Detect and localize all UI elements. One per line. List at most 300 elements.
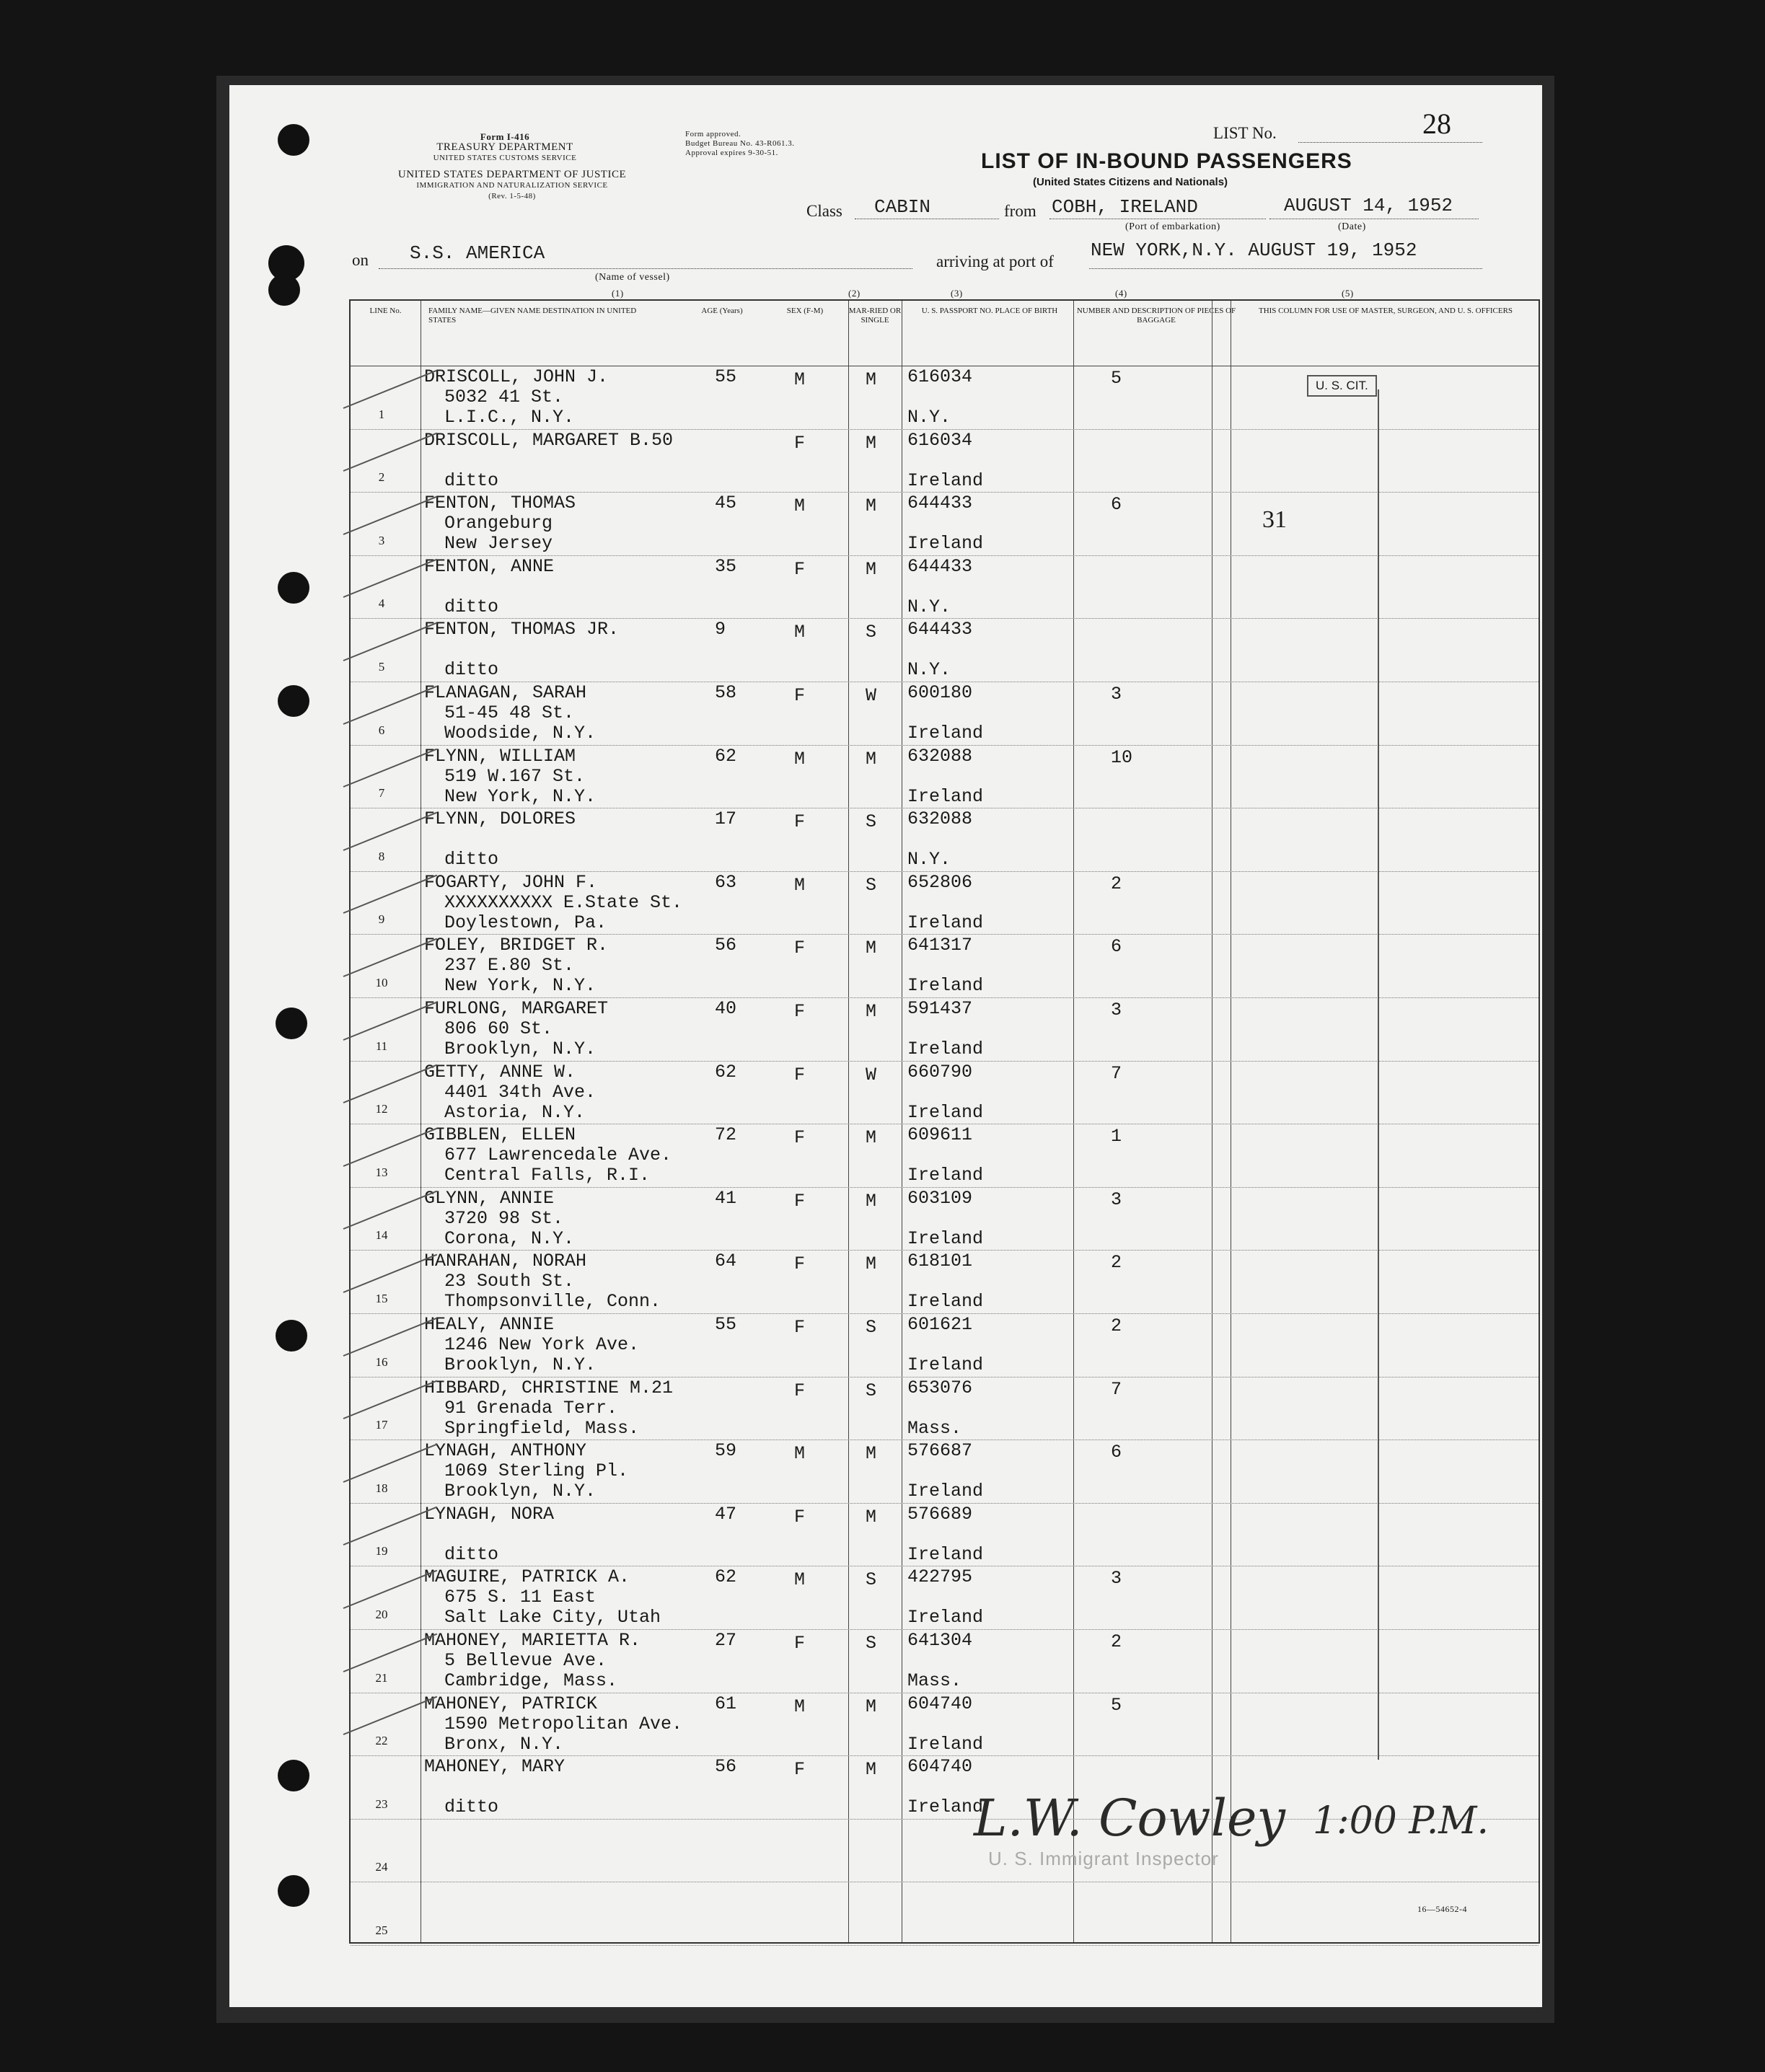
passenger-passport-no: 660790 — [907, 1061, 973, 1083]
passenger-address-city: ditto — [444, 1797, 499, 1818]
check-mark — [343, 1064, 438, 1103]
line-number: 16 — [375, 1354, 388, 1369]
passenger-marital-status: S — [866, 1317, 877, 1338]
passenger-address-city: Woodside, N.Y. — [444, 723, 597, 744]
passenger-birthplace: Ireland — [907, 1165, 984, 1186]
passenger-sex: F — [794, 1506, 806, 1527]
from-caption: (Port of embarkation) — [1125, 221, 1220, 232]
punch-hole — [276, 1008, 307, 1039]
passenger-passport-no: 591437 — [907, 998, 973, 1019]
passenger-age: 27 — [715, 1630, 737, 1651]
passenger-sex: F — [794, 1001, 806, 1022]
passenger-baggage-count: 2 — [1111, 1252, 1122, 1274]
revision: (Rev. 1-5-48) — [488, 192, 536, 200]
passenger-passport-no: 653076 — [907, 1377, 973, 1398]
document-title: LIST OF IN-BOUND PASSENGERS — [981, 149, 1352, 173]
passenger-baggage-count: 3 — [1111, 1568, 1122, 1590]
passenger-name: FOLEY, BRIDGET R. — [424, 935, 609, 956]
vessel-underline — [379, 268, 912, 269]
passenger-age: 72 — [715, 1124, 737, 1146]
list-no-underline — [1298, 142, 1482, 143]
from-value: COBH, IRELAND — [1052, 196, 1198, 218]
passenger-marital-status: M — [866, 1696, 877, 1717]
check-mark — [343, 875, 438, 914]
check-mark — [343, 559, 438, 598]
col-number-1: (1) — [612, 288, 624, 299]
passenger-baggage-count: 2 — [1111, 1315, 1122, 1336]
passenger-name: GETTY, ANNE W. — [424, 1061, 576, 1083]
passenger-marital-status: S — [866, 874, 877, 896]
passenger-baggage-count: 7 — [1111, 1062, 1122, 1084]
passenger-baggage-count: 1 — [1111, 1126, 1122, 1147]
approval-expires: Approval expires 9-30-51. — [685, 149, 778, 157]
passenger-birthplace: Ireland — [907, 1733, 984, 1755]
passenger-address-city: Brooklyn, N.Y. — [444, 1039, 597, 1059]
passenger-name: FENTON, THOMAS — [424, 493, 576, 514]
passenger-address-city: Corona, N.Y. — [444, 1227, 575, 1249]
passenger-name: LYNAGH, NORA — [424, 1503, 555, 1525]
passenger-address-city: Thompsonville, Conn. — [444, 1291, 661, 1313]
passenger-passport-no: 641317 — [907, 935, 973, 956]
passenger-birthplace: N.Y. — [907, 407, 951, 428]
punch-hole — [278, 685, 309, 717]
passenger-age: 41 — [715, 1187, 737, 1209]
line-number: 1 — [378, 407, 385, 421]
passenger-sex: F — [794, 1380, 806, 1401]
check-mark — [343, 369, 438, 408]
passenger-birthplace: Ireland — [907, 1481, 984, 1502]
passenger-passport-no: 618101 — [907, 1251, 973, 1272]
col-number-3: (3) — [951, 288, 963, 299]
passenger-passport-no: 632088 — [907, 808, 973, 830]
passenger-sex: M — [794, 622, 806, 643]
passenger-address-street: 4401 34th Ave. — [444, 1081, 597, 1103]
passenger-baggage-count: 5 — [1111, 368, 1122, 389]
passenger-address-street: Orangeburg — [444, 513, 553, 534]
passenger-sex: F — [794, 1127, 806, 1149]
check-mark — [343, 1380, 438, 1419]
line-number: 19 — [375, 1544, 388, 1559]
passenger-address-street: 237 E.80 St. — [444, 955, 575, 977]
passenger-address-city: Cambridge, Mass. — [444, 1670, 618, 1691]
passenger-age: 56 — [715, 1756, 737, 1778]
passenger-address-city: Brooklyn, N.Y. — [444, 1481, 597, 1502]
passenger-address-street: 5 Bellevue Ave. — [444, 1650, 607, 1671]
passenger-age: 17 — [715, 808, 737, 830]
line-number: 11 — [375, 1039, 388, 1053]
header-passport: U. S. PASSPORT NO. PLACE OF BIRTH — [921, 307, 1058, 315]
list-no-label: LIST No. — [1213, 124, 1277, 142]
passenger-baggage-count: 6 — [1111, 936, 1122, 958]
passenger-marital-status: M — [866, 1001, 877, 1022]
us-citizen-stamp: U. S. CIT. — [1307, 375, 1377, 397]
passenger-age: 64 — [715, 1251, 737, 1272]
passenger-marital-status: M — [866, 558, 877, 580]
passenger-name: MAHONEY, MARIETTA R. — [424, 1630, 641, 1651]
passenger-sex: F — [794, 1317, 806, 1338]
ins-service: IMMIGRATION AND NATURALIZATION SERVICE — [416, 181, 608, 190]
arriving-value: NEW YORK,N.Y. AUGUST 19, 1952 — [1091, 239, 1417, 261]
check-mark — [343, 433, 438, 472]
passenger-marital-status: W — [866, 1064, 877, 1085]
passenger-name: FLYNN, DOLORES — [424, 808, 576, 830]
passenger-marital-status: W — [866, 685, 877, 706]
passenger-age: 62 — [715, 1061, 737, 1083]
customs-service: UNITED STATES CUSTOMS SERVICE — [433, 154, 577, 162]
passenger-passport-no: 609611 — [907, 1124, 973, 1146]
passenger-age: 40 — [715, 998, 737, 1019]
passenger-baggage-count: 6 — [1111, 1442, 1122, 1463]
signature-time: 1:00 P.M. — [1313, 1799, 1489, 1843]
passenger-sex: F — [794, 685, 806, 706]
passenger-address-street: 675 S. 11 East — [444, 1587, 597, 1608]
passenger-birthplace: Ireland — [907, 723, 984, 744]
justice-dept: UNITED STATES DEPARTMENT OF JUSTICE — [397, 169, 627, 180]
form-department-block — [375, 131, 635, 164]
passenger-age: 56 — [715, 935, 737, 956]
check-mark — [343, 938, 438, 977]
line-number: 17 — [375, 1418, 388, 1432]
line-number: 23 — [375, 1797, 388, 1811]
check-mark — [343, 1633, 438, 1672]
line-number: 14 — [375, 1228, 388, 1243]
check-mark — [343, 1001, 438, 1040]
header-married: MAR-RIED OR SINGLE — [848, 307, 902, 325]
passenger-baggage-count: 3 — [1111, 1000, 1122, 1020]
passenger-sex: F — [794, 1759, 806, 1781]
line-number: 21 — [375, 1670, 388, 1685]
passenger-birthplace: Ireland — [907, 1354, 984, 1375]
passenger-marital-status: M — [866, 495, 877, 517]
passenger-marital-status: S — [866, 1380, 877, 1401]
passenger-table — [349, 299, 1540, 1944]
passenger-birthplace: Ireland — [907, 1227, 984, 1249]
header-age: AGE (Years) — [701, 307, 743, 315]
line-number: 10 — [375, 976, 388, 989]
class-label: Class — [806, 202, 842, 220]
passenger-address-street: 1069 Sterling Pl. — [444, 1460, 629, 1482]
passenger-baggage-count: 10 — [1111, 746, 1133, 768]
header-line-no: LINE No. — [369, 307, 402, 315]
justice-dept-block — [339, 169, 685, 202]
check-mark — [343, 1191, 438, 1230]
passenger-baggage-count: 5 — [1111, 1694, 1122, 1716]
line-number: 13 — [375, 1165, 388, 1179]
passenger-name: DRISCOLL, JOHN J. — [424, 366, 609, 387]
check-mark — [343, 1254, 438, 1293]
passenger-birthplace: Ireland — [907, 912, 984, 933]
passenger-sex: F — [794, 1633, 806, 1654]
passenger-address-street: 677 Lawrencedale Ave. — [444, 1145, 672, 1166]
passenger-name: HIBBARD, CHRISTINE M.21 — [424, 1377, 674, 1398]
line-number: 3 — [378, 533, 385, 547]
punch-hole — [278, 124, 309, 156]
passenger-address-city: ditto — [444, 659, 499, 681]
passenger-marital-status: M — [866, 1443, 877, 1465]
passenger-name: FURLONG, MARGARET — [424, 998, 609, 1019]
col-number-4: (4) — [1115, 288, 1127, 299]
form-number: Form I-416 — [480, 131, 530, 142]
date-caption: (Date) — [1338, 221, 1366, 232]
passenger-sex: M — [794, 874, 806, 896]
punch-hole — [278, 1760, 309, 1791]
header-sex: SEX (F-M) — [786, 307, 824, 315]
passenger-address-city: ditto — [444, 469, 499, 491]
passenger-name: FOGARTY, JOHN F. — [424, 871, 598, 893]
passenger-name: FLANAGAN, SARAH — [424, 682, 587, 703]
passenger-address-street: 806 60 St. — [444, 1018, 553, 1039]
inspector-title: U. S. Immigrant Inspector — [988, 1848, 1219, 1869]
passenger-age: 35 — [715, 555, 737, 577]
line-number: 22 — [375, 1734, 388, 1748]
passenger-passport-no: 601621 — [907, 1314, 973, 1335]
passenger-birthplace: N.Y. — [907, 596, 951, 617]
passenger-name: GIBBLEN, ELLEN — [424, 1124, 576, 1146]
passenger-name: MAGUIRE, PATRICK A. — [424, 1566, 630, 1588]
check-mark — [343, 749, 438, 788]
line-number: 20 — [375, 1608, 388, 1621]
passenger-birthplace: Ireland — [907, 1543, 984, 1565]
vessel-caption: (Name of vessel) — [595, 272, 670, 283]
passenger-age: 9 — [715, 619, 726, 640]
passenger-passport-no: 576689 — [907, 1503, 973, 1525]
passenger-marital-status: M — [866, 938, 877, 959]
check-mark — [343, 1443, 438, 1482]
passenger-sex: F — [794, 558, 806, 580]
approval-block — [685, 130, 794, 158]
passenger-age: 59 — [715, 1440, 737, 1462]
passenger-address-street: XXXXXXXXXX E.State St. — [444, 891, 683, 913]
passenger-marital-status: S — [866, 811, 877, 833]
passenger-passport-no: 603109 — [907, 1187, 973, 1209]
passenger-baggage-count: 3 — [1111, 1189, 1122, 1210]
passenger-address-city: New York, N.Y. — [444, 785, 597, 807]
passenger-marital-status: S — [866, 622, 877, 643]
vessel-value: S.S. AMERICA — [410, 242, 545, 264]
passenger-address-street: 3720 98 St. — [444, 1207, 564, 1229]
passenger-birthplace: Mass. — [907, 1670, 962, 1691]
passenger-birthplace: Ireland — [907, 1039, 984, 1059]
passenger-marital-status: M — [866, 432, 877, 454]
passenger-birthplace: Ireland — [907, 469, 984, 491]
treasury-dept: TREASURY DEPARTMENT — [436, 141, 573, 153]
passenger-passport-no: 632088 — [907, 745, 973, 767]
passenger-baggage-count: 2 — [1111, 873, 1122, 894]
check-mark — [343, 1317, 438, 1356]
passenger-name: FENTON, THOMAS JR. — [424, 619, 620, 640]
budget-bureau: Budget Bureau No. 43-R061.3. — [685, 139, 795, 148]
class-value: CABIN — [874, 196, 931, 218]
passenger-age: 55 — [715, 366, 737, 387]
check-mark — [343, 495, 438, 534]
passenger-address-city: Springfield, Mass. — [444, 1417, 640, 1439]
passenger-baggage-count: 2 — [1111, 1631, 1122, 1652]
passenger-age: 61 — [715, 1693, 737, 1714]
passenger-address-city: ditto — [444, 849, 499, 870]
passenger-passport-no: 604740 — [907, 1756, 973, 1778]
passenger-address-street: 91 Grenada Terr. — [444, 1397, 618, 1419]
count-note: 31 — [1262, 506, 1287, 533]
passenger-passport-no: 644433 — [907, 555, 973, 577]
passenger-name: HANRAHAN, NORAH — [424, 1251, 587, 1272]
passenger-passport-no: 644433 — [907, 493, 973, 514]
passenger-passport-no: 604740 — [907, 1693, 973, 1714]
line-number: 18 — [375, 1481, 388, 1495]
header-name: FAMILY NAME—GIVEN NAME DESTINATION IN UNITED STATES — [428, 307, 637, 325]
passenger-marital-status: M — [866, 1253, 877, 1275]
passenger-address-street: 23 South St. — [444, 1271, 575, 1292]
passenger-address-street: 519 W.167 St. — [444, 765, 586, 787]
passenger-passport-no: 641304 — [907, 1630, 973, 1651]
passenger-birthplace: Ireland — [907, 975, 984, 997]
line-number: 12 — [375, 1102, 388, 1116]
passenger-baggage-count: 6 — [1111, 494, 1122, 516]
passenger-age: 58 — [715, 682, 737, 703]
line-number: 24 — [375, 1860, 388, 1874]
passenger-age: 63 — [715, 871, 737, 893]
passenger-name: FENTON, ANNE — [424, 555, 555, 577]
arriving-underline — [1089, 268, 1482, 269]
check-mark — [343, 811, 438, 850]
passenger-birthplace: Ireland — [907, 533, 984, 555]
passenger-address-street: 5032 41 St. — [444, 387, 564, 407]
passenger-age: 55 — [715, 1314, 737, 1335]
passenger-birthplace: Ireland — [907, 1291, 984, 1313]
passenger-sex: F — [794, 1064, 806, 1085]
passenger-sex: F — [794, 811, 806, 833]
line-number: 15 — [375, 1292, 388, 1305]
passenger-marital-status: M — [866, 1506, 877, 1527]
passenger-age: 62 — [715, 1566, 737, 1588]
check-mark — [343, 685, 438, 724]
passenger-sex: M — [794, 369, 806, 390]
passenger-name: LYNAGH, ANTHONY — [424, 1440, 587, 1462]
passenger-sex: M — [794, 1696, 806, 1717]
passenger-marital-status: M — [866, 748, 877, 770]
col-number-5: (5) — [1342, 288, 1354, 299]
list-no-value: 28 — [1422, 107, 1451, 140]
passenger-address-street: 51-45 48 St. — [444, 702, 575, 723]
from-label: from — [1004, 202, 1036, 220]
passenger-birthplace: Ireland — [907, 1101, 984, 1123]
passenger-name: MAHONEY, MARY — [424, 1756, 565, 1778]
passenger-address-street: 1590 Metropolitan Ave. — [444, 1713, 683, 1734]
row-rule — [351, 1945, 1539, 1946]
column-divider — [848, 301, 849, 1942]
passenger-sex: F — [794, 432, 806, 454]
passenger-age: 62 — [715, 745, 737, 767]
passenger-name: FLYNN, WILLIAM — [424, 745, 576, 767]
passenger-birthplace: Ireland — [907, 785, 984, 807]
passenger-name: GLYNN, ANNIE — [424, 1187, 555, 1209]
punch-hole — [276, 1320, 307, 1352]
passenger-marital-status: M — [866, 369, 877, 390]
passenger-sex: M — [794, 748, 806, 770]
passenger-address-city: Astoria, N.Y. — [444, 1101, 586, 1123]
passenger-marital-status: M — [866, 1759, 877, 1781]
check-mark — [343, 1696, 438, 1735]
check-mark — [343, 1570, 438, 1609]
passenger-sex: M — [794, 495, 806, 517]
passenger-birthplace: N.Y. — [907, 849, 951, 870]
passenger-address-city: New York, N.Y. — [444, 975, 597, 997]
header-officers: THIS COLUMN FOR USE OF MASTER, SURGEON, AND U. S. OFFICERS — [1258, 307, 1513, 315]
passenger-passport-no: 600180 — [907, 682, 973, 703]
passenger-sex: F — [794, 1190, 806, 1212]
passenger-name: DRISCOLL, MARGARET B.50 — [424, 429, 674, 451]
date-value: AUGUST 14, 1952 — [1284, 195, 1453, 216]
passenger-marital-status: M — [866, 1127, 877, 1149]
check-mark — [343, 622, 438, 661]
passenger-age: 45 — [715, 493, 737, 514]
passenger-age: 47 — [715, 1503, 737, 1525]
column-divider — [1073, 301, 1074, 1942]
passenger-passport-no: 576687 — [907, 1440, 973, 1462]
passenger-birthplace: N.Y. — [907, 659, 951, 681]
passenger-birthplace: Ireland — [907, 1607, 984, 1628]
passenger-marital-status: S — [866, 1633, 877, 1654]
arriving-label: arriving at port of — [936, 252, 1054, 270]
passenger-birthplace: Mass. — [907, 1417, 962, 1439]
passenger-sex: F — [794, 1253, 806, 1275]
line-number: 8 — [378, 849, 385, 863]
document-subtitle: (United States Citizens and Nationals) — [1033, 176, 1228, 188]
punch-hole — [278, 572, 309, 604]
form-approved: Form approved. — [685, 130, 741, 138]
check-mark — [343, 1127, 438, 1166]
passenger-marital-status: M — [866, 1190, 877, 1212]
passenger-sex: M — [794, 1443, 806, 1465]
passenger-address-city: Brooklyn, N.Y. — [444, 1354, 597, 1375]
passenger-sex: M — [794, 1569, 806, 1591]
line-number: 4 — [378, 596, 385, 611]
check-mark — [343, 1507, 438, 1546]
line-number: 5 — [378, 660, 385, 674]
punch-hole — [278, 1875, 309, 1907]
passenger-address-city: ditto — [444, 596, 499, 617]
passenger-passport-no: 616034 — [907, 429, 973, 451]
line-number: 7 — [378, 786, 385, 801]
passenger-address-city: L.I.C., N.Y. — [444, 407, 575, 428]
passenger-marital-status: S — [866, 1569, 877, 1591]
header-baggage: NUMBER AND DESCRIPTION OF PIECES OF BAGGAGE — [1076, 307, 1236, 325]
passenger-birthplace: Ireland — [907, 1797, 984, 1818]
stamp-line — [1378, 389, 1379, 1760]
punch-hole — [268, 274, 300, 306]
passenger-address-city: New Jersey — [444, 533, 553, 555]
passenger-address-city: ditto — [444, 1543, 499, 1565]
line-number: 6 — [378, 723, 385, 737]
on-label: on — [352, 251, 369, 269]
passenger-passport-no: 616034 — [907, 366, 973, 387]
passenger-passport-no: 644433 — [907, 619, 973, 640]
col-number-2: (2) — [848, 288, 861, 299]
passenger-address-city: Salt Lake City, Utah — [444, 1607, 661, 1628]
line-number: 2 — [378, 470, 385, 485]
passenger-name: MAHONEY, PATRICK — [424, 1693, 598, 1714]
passenger-baggage-count: 3 — [1111, 684, 1122, 705]
line-number: 9 — [378, 912, 385, 927]
passenger-sex: F — [794, 938, 806, 959]
passenger-address-city: Bronx, N.Y. — [444, 1733, 564, 1755]
passenger-passport-no: 652806 — [907, 871, 973, 893]
passenger-passport-no: 422795 — [907, 1566, 973, 1588]
inspector-signature: L.W. Cowley — [974, 1789, 1285, 1848]
passenger-address-street: 1246 New York Ave. — [444, 1334, 640, 1355]
footer-code: 16—54652-4 — [1417, 1904, 1467, 1914]
passenger-address-city: Central Falls, R.I. — [444, 1165, 651, 1186]
passenger-name: HEALY, ANNIE — [424, 1314, 555, 1335]
